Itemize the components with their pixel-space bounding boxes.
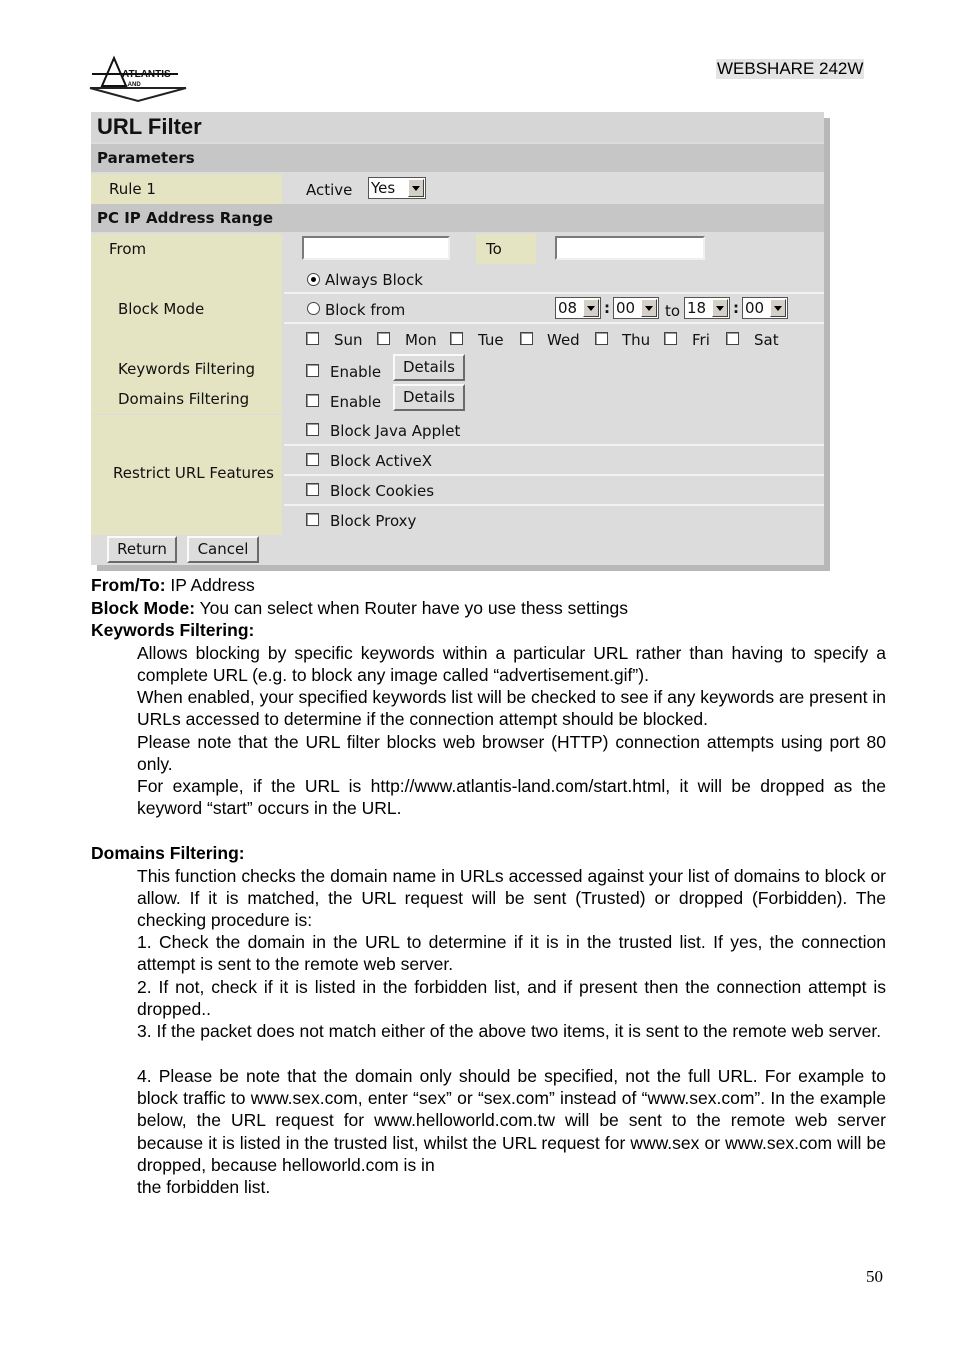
keywords-paragraph: Please note that the URL filter blocks web browser (HTTP) connection attempts using port 80 only. xyxy=(137,732,886,775)
restrict-item: Block Proxy xyxy=(330,512,417,530)
product-title: WEBSHARE 242W xyxy=(717,59,864,78)
day-checkbox-fri[interactable] xyxy=(664,332,677,345)
keywords-paragraph: For example, if the URL is http://www.atlantis-land.com/start.html, it will be dropped as the keyword “start” occurs in the URL. xyxy=(137,776,886,819)
panel-title: URL Filter xyxy=(91,112,824,142)
block-mode-desc: You can select when Router have yo use thess settings xyxy=(195,598,628,618)
rule-label: Rule 1 xyxy=(109,180,156,198)
domains-paragraph: the forbidden list. xyxy=(137,1177,271,1197)
block-activex-checkbox[interactable] xyxy=(306,453,319,466)
label-keywords xyxy=(91,354,282,384)
active-select[interactable] xyxy=(368,177,426,199)
from-to-desc: IP Address xyxy=(165,575,255,595)
start-min-select[interactable] xyxy=(613,297,659,319)
day-label: Thu xyxy=(622,331,651,349)
end-min-value: 00 xyxy=(745,299,765,317)
domains-label: Domains Filtering xyxy=(118,390,250,408)
url-filter-panel xyxy=(91,112,824,565)
chevron-down-icon[interactable] xyxy=(712,299,728,317)
always-block-label: Always Block xyxy=(325,271,423,289)
label-domains xyxy=(91,384,282,414)
keywords-enable-checkbox[interactable] xyxy=(306,364,319,377)
label-block-mode xyxy=(91,264,282,354)
keywords-details-button[interactable]: Details xyxy=(393,354,465,381)
day-label: Wed xyxy=(547,331,580,349)
day-label: Sat xyxy=(754,331,779,349)
day-label: Mon xyxy=(405,331,437,349)
label-restrict xyxy=(91,415,282,535)
restrict-item: Block Cookies xyxy=(330,482,435,500)
active-select-value: Yes xyxy=(371,179,396,197)
block-from-label: Block from xyxy=(325,301,406,319)
divider xyxy=(284,474,824,476)
day-checkbox-sun[interactable] xyxy=(306,332,319,345)
from-label: From xyxy=(109,240,147,258)
section-parameters: Parameters xyxy=(91,144,824,172)
return-button[interactable]: Return xyxy=(107,536,177,563)
label-from xyxy=(91,234,282,264)
block-from-radio[interactable] xyxy=(307,302,320,315)
keywords-row xyxy=(284,354,824,384)
day-label: Fri xyxy=(692,331,710,349)
day-checkbox-mon[interactable] xyxy=(377,332,390,345)
block-mode-line xyxy=(91,597,628,619)
restrict-label: Restrict URL Features xyxy=(113,464,274,482)
domains-enable-checkbox[interactable] xyxy=(306,394,319,407)
block-mode-label: Block Mode xyxy=(118,300,205,318)
always-block-radio[interactable] xyxy=(307,273,320,286)
block-mode-term: Block Mode: xyxy=(91,598,196,618)
keywords-enable-label: Enable xyxy=(330,363,382,381)
restrict-item: Block Java Applet xyxy=(330,422,461,440)
start-hour-select[interactable] xyxy=(555,297,601,319)
divider xyxy=(284,504,824,506)
block-mode-cell xyxy=(284,264,824,354)
time-colon: : xyxy=(604,299,610,317)
divider xyxy=(284,322,824,324)
to-ip-input[interactable] xyxy=(555,236,705,260)
atlantis-logo xyxy=(88,52,188,104)
domains-paragraph: 3. If the packet does not match either of the above two items, it is sent to the remote web server. xyxy=(137,1021,882,1041)
day-checkbox-sat[interactable] xyxy=(726,332,739,345)
chevron-down-icon[interactable] xyxy=(770,299,786,317)
chevron-down-icon[interactable] xyxy=(408,179,424,197)
from-row xyxy=(284,234,824,264)
divider xyxy=(284,292,824,294)
day-checkbox-wed[interactable] xyxy=(520,332,533,345)
domains-row xyxy=(284,384,824,414)
day-checkbox-tue[interactable] xyxy=(450,332,463,345)
keywords-label: Keywords Filtering xyxy=(118,360,255,378)
day-label: Sun xyxy=(334,331,363,349)
restrict-item: Block ActiveX xyxy=(330,452,433,470)
cancel-button[interactable]: Cancel xyxy=(187,536,259,563)
svg-text:LAND: LAND xyxy=(124,82,141,88)
domains-paragraph: This function checks the domain name in URLs accessed against your list of domains to block or allow. If it is matched, the URL request will be sent (Trusted) or dropped (Forbidden). The checking procedure is: xyxy=(137,866,886,931)
keywords-heading: Keywords Filtering: xyxy=(91,620,255,640)
block-cookies-checkbox[interactable] xyxy=(306,483,319,496)
to-label: To xyxy=(476,234,536,264)
domains-paragraph: 4. Please be note that the domain only should be specified, not the full URL. For example to block traffic to www.sex.com, enter “sex” or “sex.com” instead of “www.sex.com”. In the example below, the URL request for www.helloworld.com.tw will be sent to the remote web server because it is listed in the trusted list, whilst the URL request for www.sex or www.sex.com will be dropped, because helloworld.com is in xyxy=(137,1066,886,1175)
block-proxy-checkbox[interactable] xyxy=(306,513,319,526)
section-pc-ip-range: PC IP Address Range xyxy=(91,204,824,232)
page-number: 50 xyxy=(866,1267,883,1286)
start-hour-value: 08 xyxy=(558,299,578,317)
domains-heading: Domains Filtering: xyxy=(91,843,245,863)
keywords-paragraph: Allows blocking by specific keywords within a particular URL rather than having to specify a complete URL (e.g. to block any image called “advertisement.gif”). xyxy=(137,643,886,686)
chevron-down-icon[interactable] xyxy=(641,299,657,317)
time-colon: : xyxy=(733,299,739,317)
domains-enable-label: Enable xyxy=(330,393,382,411)
domains-paragraph: 1. Check the domain in the URL to determine if it is in the trusted list. If yes, the connection attempt is sent to the remote web server. xyxy=(137,932,886,975)
to-word: to xyxy=(665,302,681,320)
keywords-paragraph: When enabled, your specified keywords list will be checked to see if any keywords are present in URLs accessed to determine if the connection attempt should be blocked. xyxy=(137,687,886,730)
day-label: Tue xyxy=(478,331,504,349)
start-min-value: 00 xyxy=(616,299,636,317)
from-to-line xyxy=(91,574,255,596)
label-rule xyxy=(91,174,282,204)
from-to-term: From/To: xyxy=(91,575,166,595)
svg-text:ATLANTIS: ATLANTIS xyxy=(122,69,171,80)
domains-paragraph: 2. If not, check if it is listed in the forbidden list, and if present then the connection attempt is dropped.. xyxy=(137,977,886,1020)
from-ip-input[interactable] xyxy=(302,236,450,260)
active-label: Active xyxy=(306,181,353,199)
day-checkbox-thu[interactable] xyxy=(595,332,608,345)
divider xyxy=(284,444,824,446)
domains-details-button[interactable]: Details xyxy=(393,384,465,411)
end-hour-value: 18 xyxy=(687,299,707,317)
rule-row xyxy=(284,174,824,204)
block-java-checkbox[interactable] xyxy=(306,423,319,436)
end-min-select[interactable] xyxy=(742,297,788,319)
end-hour-select[interactable] xyxy=(684,297,730,319)
chevron-down-icon[interactable] xyxy=(583,299,599,317)
